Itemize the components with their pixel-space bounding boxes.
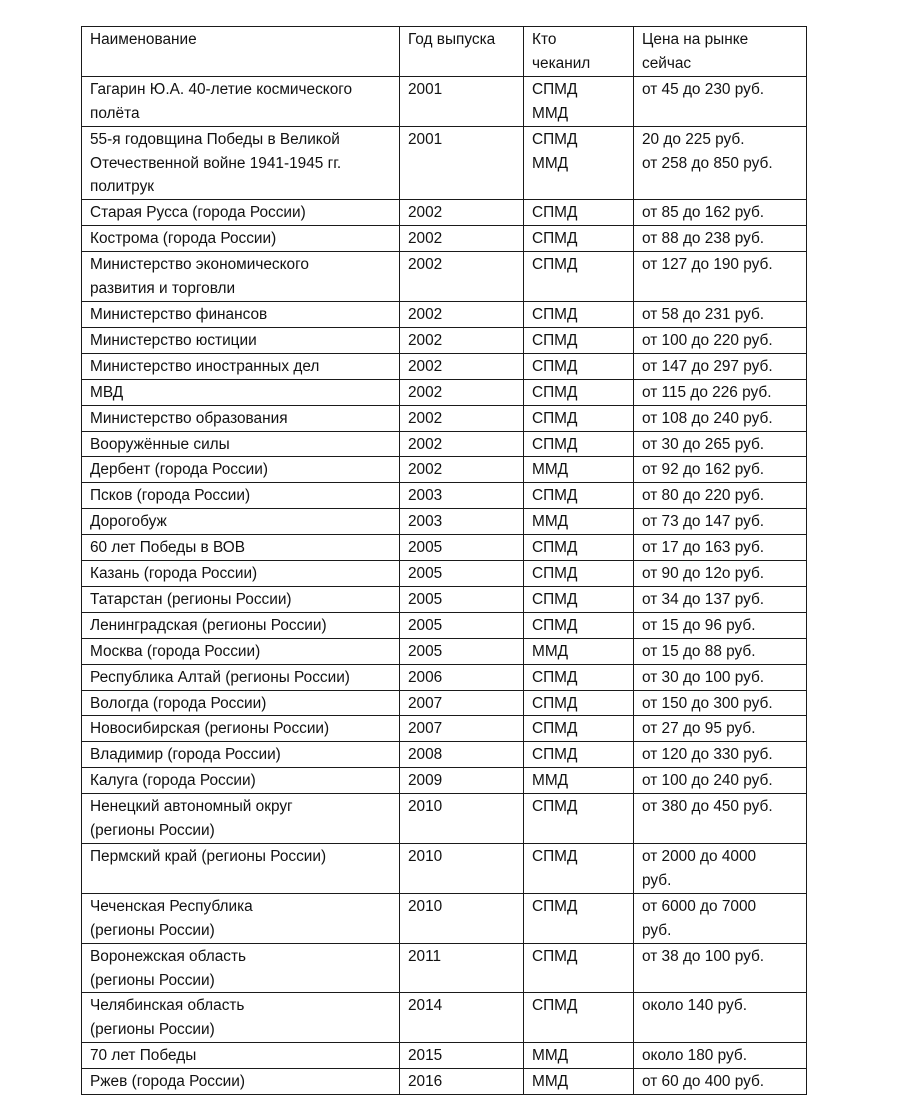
- cell-year-line: 2001: [408, 80, 443, 98]
- cell-price-line: от 108 до 240 руб.: [642, 409, 773, 427]
- cell-mint-line: ММД: [532, 104, 569, 122]
- cell-mint-line: СПМД: [532, 746, 578, 764]
- cell-name: [82, 1043, 400, 1069]
- cell-name: [82, 226, 400, 252]
- cell-mint-line: СПМД: [532, 435, 578, 453]
- cell-mint: [524, 664, 634, 690]
- cell-price: [634, 612, 807, 638]
- cell-price-line: от 34 до 137 руб.: [642, 590, 765, 608]
- cell-year: [400, 742, 524, 768]
- cell-year: [400, 844, 524, 894]
- cell-price-line: от 115 до 226 руб.: [642, 383, 772, 401]
- cell-year: [400, 126, 524, 200]
- cell-year-line: 2005: [408, 616, 443, 634]
- cell-mint-line: ММД: [532, 461, 569, 479]
- cell-price: [634, 1043, 807, 1069]
- cell-year-line: 2014: [408, 997, 443, 1015]
- cell-mint: [524, 405, 634, 431]
- cell-price-line: от 2000 до 4000: [642, 848, 757, 865]
- cell-year: [400, 993, 524, 1043]
- cell-price: [634, 379, 807, 405]
- cell-name: [82, 327, 400, 353]
- cell-mint-line: СПМД: [532, 694, 578, 712]
- cell-year-line: 2006: [408, 668, 443, 686]
- cell-mint-line: СПМД: [532, 230, 578, 248]
- cell-year-line: 2002: [408, 435, 443, 453]
- cell-year: [400, 664, 524, 690]
- cell-name-line: Министерство иностранных дел: [90, 357, 320, 375]
- cell-price: [634, 664, 807, 690]
- cell-year: [400, 457, 524, 483]
- cell-year: [400, 509, 524, 535]
- cell-price-line: руб.: [642, 871, 672, 889]
- cell-price-line: от 80 до 220 руб.: [642, 487, 765, 505]
- cell-price: [634, 327, 807, 353]
- cell-mint-line: СПМД: [532, 487, 578, 505]
- cell-price: [634, 586, 807, 612]
- cell-mint-line: СПМД: [532, 256, 578, 274]
- cell-name-line: Министерство экономического: [90, 256, 309, 274]
- cell-name: [82, 301, 400, 327]
- cell-mint-line: СПМД: [532, 539, 578, 557]
- cell-mint-line: СПМД: [532, 720, 578, 738]
- table-row: [82, 742, 807, 768]
- cell-mint-line: ММД: [532, 642, 569, 660]
- cell-name: [82, 379, 400, 405]
- table-row: [82, 200, 807, 226]
- cell-price-line: от 58 до 231 руб.: [642, 305, 765, 323]
- cell-year-line: 2002: [408, 256, 443, 274]
- cell-name: [82, 457, 400, 483]
- cell-name: [82, 252, 400, 302]
- table-row: [82, 1069, 807, 1095]
- cell-name-line: Министерство образования: [90, 409, 288, 427]
- cell-price-line: от 100 до 240 руб.: [642, 772, 773, 790]
- table-header-row: [82, 27, 807, 77]
- cell-mint-line: СПМД: [532, 668, 578, 686]
- cell-price: [634, 943, 807, 993]
- cell-year: [400, 76, 524, 126]
- cell-price-line: от 30 до 265 руб.: [642, 435, 765, 453]
- cell-mint-line: СПМД: [532, 590, 578, 608]
- cell-price: [634, 893, 807, 943]
- cell-name-line: 60 лет Победы в ВОВ: [90, 539, 245, 557]
- cell-year-line: 2003: [408, 513, 443, 531]
- cell-mint-line: СПМД: [532, 947, 578, 965]
- table-row: [82, 457, 807, 483]
- cell-mint-line: СПМД: [532, 204, 578, 222]
- cell-name: [82, 483, 400, 509]
- cell-mint: [524, 76, 634, 126]
- cell-price: [634, 844, 807, 894]
- table-row: [82, 638, 807, 664]
- cell-mint: [524, 200, 634, 226]
- cell-name-line: Казань (города России): [90, 565, 258, 583]
- cell-name-line: Новосибирская (регионы России): [90, 720, 330, 738]
- cell-name-line: (регионы России): [90, 921, 215, 939]
- cell-year: [400, 327, 524, 353]
- cell-name: [82, 431, 400, 457]
- cell-price: [634, 742, 807, 768]
- cell-price-line: от 258 до 850 руб.: [642, 154, 773, 172]
- cell-price-line: от 27 до 95 руб.: [642, 720, 756, 738]
- cell-year: [400, 535, 524, 561]
- cell-price-line: от 88 до 238 руб.: [642, 230, 765, 248]
- cell-year-line: 2002: [408, 331, 443, 349]
- cell-price: [634, 200, 807, 226]
- cell-name-line: 70 лет Победы: [90, 1047, 197, 1065]
- cell-mint: [524, 535, 634, 561]
- cell-price-line: от 127 до 190 руб.: [642, 256, 773, 274]
- cell-year-line: 2002: [408, 305, 443, 323]
- cell-price: [634, 716, 807, 742]
- cell-mint: [524, 431, 634, 457]
- cell-year: [400, 301, 524, 327]
- cell-name-line: полёта: [90, 104, 140, 122]
- cell-price-line: от 73 до 147 руб.: [642, 513, 765, 531]
- cell-mint: [524, 716, 634, 742]
- cell-mint: [524, 457, 634, 483]
- cell-name-line: 55-я годовщина Победы в Великой: [90, 130, 340, 148]
- cell-price: [634, 483, 807, 509]
- cell-name: [82, 664, 400, 690]
- cell-name-line: Министерство финансов: [90, 305, 268, 323]
- cell-year: [400, 716, 524, 742]
- cell-mint-line: СПМД: [532, 798, 578, 816]
- cell-year-line: 2002: [408, 409, 443, 427]
- table-row: [82, 483, 807, 509]
- table-row: [82, 690, 807, 716]
- cell-mint-line: СПМД: [532, 80, 578, 98]
- cell-year: [400, 586, 524, 612]
- cell-year: [400, 893, 524, 943]
- cell-year: [400, 379, 524, 405]
- cell-name-line: Челябинская область: [90, 997, 245, 1015]
- cell-name: [82, 1069, 400, 1095]
- table-row: [82, 405, 807, 431]
- cell-year-line: 2010: [408, 897, 443, 915]
- cell-mint: [524, 893, 634, 943]
- cell-year: [400, 638, 524, 664]
- cell-price: [634, 1069, 807, 1095]
- cell-name: [82, 76, 400, 126]
- table-row: [82, 1043, 807, 1069]
- cell-price-line: около 180 руб.: [642, 1047, 747, 1065]
- cell-price: [634, 638, 807, 664]
- cell-year-line: 2001: [408, 130, 443, 148]
- cell-mint: [524, 1043, 634, 1069]
- cell-mint-line: СПМД: [532, 383, 578, 401]
- cell-price-line: 20 до 225 руб.: [642, 130, 745, 148]
- table-row: [82, 561, 807, 587]
- cell-name: [82, 716, 400, 742]
- cell-year-line: 2007: [408, 694, 443, 712]
- cell-year: [400, 690, 524, 716]
- cell-year: [400, 405, 524, 431]
- cell-mint: [524, 509, 634, 535]
- cell-year-line: 2005: [408, 590, 443, 608]
- cell-name: [82, 768, 400, 794]
- table-row: [82, 126, 807, 200]
- cell-mint: [524, 690, 634, 716]
- cell-name-line: Ленинградская (регионы России): [90, 616, 327, 634]
- cell-price: [634, 457, 807, 483]
- cell-mint: [524, 252, 634, 302]
- cell-price-line: от 85 до 162 руб.: [642, 204, 765, 222]
- cell-name: [82, 844, 400, 894]
- cell-price-line: около 140 руб.: [642, 997, 747, 1015]
- cell-name: [82, 742, 400, 768]
- cell-name: [82, 586, 400, 612]
- header-mint: Кто чеканил: [524, 27, 634, 77]
- header-name: Наименование: [82, 27, 400, 77]
- cell-name-line: Воронежская область: [90, 947, 247, 965]
- cell-price-line: от 380 до 450 руб.: [642, 798, 773, 816]
- cell-name-line: политрук: [90, 178, 154, 196]
- cell-name: [82, 690, 400, 716]
- cell-mint-line: СПМД: [532, 357, 578, 375]
- cell-year-line: 2002: [408, 204, 443, 222]
- cell-price-line: от 45 до 230 руб.: [642, 80, 765, 98]
- cell-year-line: 2010: [408, 798, 443, 816]
- cell-year: [400, 431, 524, 457]
- table-row: [82, 716, 807, 742]
- cell-year-line: 2005: [408, 565, 443, 583]
- cell-price-line: от 120 до 330 руб.: [642, 746, 773, 764]
- cell-year-line: 2008: [408, 746, 443, 764]
- cell-mint: [524, 379, 634, 405]
- cell-price: [634, 431, 807, 457]
- cell-name: [82, 200, 400, 226]
- cell-name: [82, 943, 400, 993]
- cell-year: [400, 226, 524, 252]
- cell-year-line: 2005: [408, 539, 443, 557]
- cell-name: [82, 993, 400, 1043]
- cell-year-line: 2011: [408, 947, 442, 965]
- cell-mint: [524, 993, 634, 1043]
- cell-name: [82, 535, 400, 561]
- cell-price: [634, 509, 807, 535]
- cell-name-line: Министерство юстиции: [90, 331, 257, 349]
- cell-mint-line: СПМД: [532, 997, 578, 1015]
- table-row: [82, 301, 807, 327]
- cell-price-line: от 60 до 400 руб.: [642, 1073, 765, 1091]
- table-row: [82, 768, 807, 794]
- cell-price-line: от 30 до 100 руб.: [642, 668, 765, 686]
- cell-mint-line: СПМД: [532, 897, 578, 915]
- cell-mint-line: СПМД: [532, 305, 578, 323]
- cell-name-line: Вологда (города России): [90, 694, 267, 712]
- cell-name-line: Ненецкий автономный округ: [90, 798, 293, 816]
- table-row: [82, 226, 807, 252]
- cell-year: [400, 1069, 524, 1095]
- cell-year-line: 2003: [408, 487, 443, 505]
- cell-price-line: от 17 до 163 руб.: [642, 539, 765, 557]
- table-row: [82, 794, 807, 844]
- cell-year: [400, 483, 524, 509]
- cell-year: [400, 1043, 524, 1069]
- cell-name-line: Татарстан (регионы России): [90, 590, 292, 608]
- cell-price-line: от 147 до 297 руб.: [642, 357, 773, 375]
- cell-price: [634, 226, 807, 252]
- cell-year: [400, 561, 524, 587]
- cell-name-line: Владимир (города России): [90, 746, 281, 764]
- cell-mint: [524, 586, 634, 612]
- table-row: [82, 893, 807, 943]
- table-row: [82, 76, 807, 126]
- cell-name-line: Ржев (города России): [90, 1073, 245, 1091]
- cell-name-line: (регионы России): [90, 822, 215, 840]
- table-row: [82, 612, 807, 638]
- cell-name: [82, 612, 400, 638]
- cell-price: [634, 794, 807, 844]
- cell-price: [634, 76, 807, 126]
- coins-price-table: [81, 26, 807, 1095]
- cell-name-line: Кострома (города России): [90, 230, 277, 248]
- cell-price: [634, 535, 807, 561]
- table-row: [82, 431, 807, 457]
- cell-mint-line: СПМД: [532, 130, 578, 148]
- cell-name-line: (регионы России): [90, 971, 215, 989]
- cell-mint: [524, 483, 634, 509]
- cell-price-line: от 15 до 88 руб.: [642, 642, 756, 660]
- cell-year: [400, 252, 524, 302]
- cell-year: [400, 353, 524, 379]
- cell-mint: [524, 327, 634, 353]
- cell-mint: [524, 638, 634, 664]
- cell-year: [400, 768, 524, 794]
- cell-mint-line: СПМД: [532, 848, 578, 865]
- cell-name-line: Вооружённые силы: [90, 435, 230, 453]
- cell-name-line: Республика Алтай (регионы России): [90, 668, 350, 686]
- table-row: [82, 509, 807, 535]
- cell-name-line: Дербент (города России): [90, 461, 268, 479]
- cell-name-line: Старая Русса (города России): [90, 204, 306, 222]
- cell-name: [82, 405, 400, 431]
- table-row: [82, 535, 807, 561]
- cell-year-line: 2005: [408, 642, 443, 660]
- cell-name: [82, 353, 400, 379]
- cell-name: [82, 794, 400, 844]
- cell-mint-line: ММД: [532, 1047, 569, 1065]
- cell-mint: [524, 226, 634, 252]
- cell-price: [634, 252, 807, 302]
- cell-mint-line: СПМД: [532, 565, 578, 583]
- cell-price-line: от 90 до 12о руб.: [642, 565, 765, 583]
- cell-name-line: МВД: [90, 383, 124, 401]
- cell-mint: [524, 301, 634, 327]
- cell-name: [82, 638, 400, 664]
- cell-name-line: Отечественной войне 1941-1945 гг.: [90, 154, 342, 172]
- cell-price-line: от 38 до 100 руб.: [642, 947, 765, 965]
- cell-name: [82, 126, 400, 200]
- cell-name-line: развития и торговли: [90, 280, 236, 298]
- cell-mint: [524, 844, 634, 894]
- table-row: [82, 252, 807, 302]
- cell-price: [634, 561, 807, 587]
- cell-name-line: Пермский край (регионы России): [90, 848, 327, 865]
- cell-mint: [524, 126, 634, 200]
- cell-price-line: от 92 до 162 руб.: [642, 461, 765, 479]
- cell-price-line: от 150 до 300 руб.: [642, 694, 773, 712]
- cell-year-line: 2010: [408, 848, 443, 865]
- table-row: [82, 353, 807, 379]
- cell-price-line: от 100 до 220 руб.: [642, 331, 773, 349]
- cell-name: [82, 561, 400, 587]
- cell-price-line: от 15 до 96 руб.: [642, 616, 756, 634]
- cell-name-line: (регионы России): [90, 1021, 215, 1039]
- cell-mint-line: ММД: [532, 1073, 569, 1091]
- cell-name-line: Калуга (города России): [90, 772, 256, 790]
- cell-mint-line: ММД: [532, 772, 569, 790]
- cell-mint-line: ММД: [532, 154, 569, 172]
- table-row: [82, 993, 807, 1043]
- cell-price: [634, 993, 807, 1043]
- cell-mint: [524, 353, 634, 379]
- cell-name-line: Псков (города России): [90, 487, 251, 505]
- cell-year-line: 2007: [408, 720, 443, 738]
- cell-mint: [524, 561, 634, 587]
- cell-price: [634, 690, 807, 716]
- table-row: [82, 943, 807, 993]
- cell-year: [400, 200, 524, 226]
- cell-mint: [524, 742, 634, 768]
- cell-year-line: 2015: [408, 1047, 443, 1065]
- table-row: [82, 844, 807, 894]
- cell-year-line: 2016: [408, 1073, 443, 1091]
- cell-name-line: Гагарин Ю.А. 40-летие космического: [90, 80, 353, 98]
- header-price: Цена на рынке сейчас: [634, 27, 807, 77]
- cell-price: [634, 768, 807, 794]
- cell-price-line: руб.: [642, 921, 672, 939]
- cell-year-line: 2002: [408, 461, 443, 479]
- cell-price: [634, 301, 807, 327]
- cell-mint: [524, 1069, 634, 1095]
- cell-mint: [524, 768, 634, 794]
- cell-mint: [524, 943, 634, 993]
- cell-mint: [524, 794, 634, 844]
- cell-mint-line: СПМД: [532, 616, 578, 634]
- table-row: [82, 379, 807, 405]
- cell-name-line: Дорогобуж: [90, 513, 167, 531]
- cell-mint-line: ММД: [532, 513, 569, 531]
- table-row: [82, 664, 807, 690]
- cell-year: [400, 794, 524, 844]
- table-row: [82, 586, 807, 612]
- cell-year: [400, 943, 524, 993]
- cell-year: [400, 612, 524, 638]
- cell-year-line: 2002: [408, 357, 443, 375]
- cell-name-line: Москва (города России): [90, 642, 261, 660]
- cell-price-line: от 6000 до 7000: [642, 897, 757, 915]
- cell-name-line: Чеченская Республика: [90, 897, 253, 915]
- cell-price: [634, 353, 807, 379]
- table-row: [82, 327, 807, 353]
- cell-price: [634, 405, 807, 431]
- cell-year-line: 2002: [408, 230, 443, 248]
- header-year: Год выпуска: [400, 27, 524, 77]
- cell-name: [82, 509, 400, 535]
- cell-name: [82, 893, 400, 943]
- cell-mint: [524, 612, 634, 638]
- cell-mint-line: СПМД: [532, 331, 578, 349]
- cell-year-line: 2009: [408, 772, 443, 790]
- cell-price: [634, 126, 807, 200]
- cell-mint-line: СПМД: [532, 409, 578, 427]
- cell-year-line: 2002: [408, 383, 443, 401]
